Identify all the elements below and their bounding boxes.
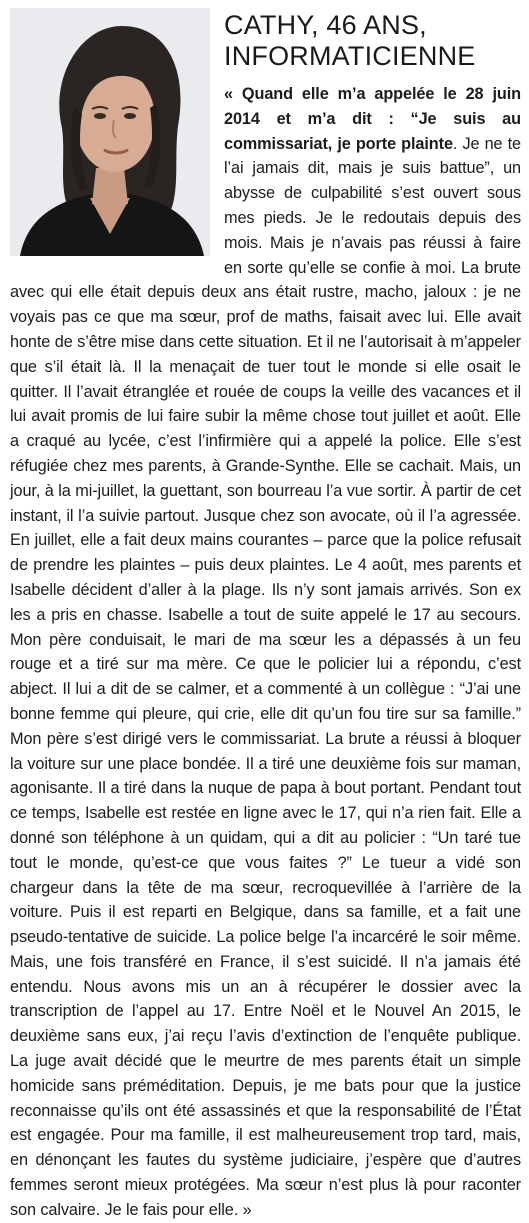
portrait-photo bbox=[10, 8, 210, 256]
headline-line-2: INFORMATICIENNE bbox=[224, 41, 476, 71]
body-text: . Je ne te l’ai jamais dit, mais je suis battue”, un abysse de culpabilité s’est ouvert sous mes pieds. Je le redoutais depuis des mois. Mais je n’avais pas réussi à faire en sorte qu’elle se confie à moi. La brute avec qui elle était depuis deux ans était rustre, macho, jaloux : je ne voyais pas ce que ma sœur, prof de maths, faisait avec lui. Elle avait honte de s’être mise dans cette situation. Et il ne l’autorisait à m’appeler que s’il était là. Il la menaçait de tuer tout le monde si elle osait le quitter. Il l’avait étranglée et rouée de coups la veille des vacances et il lui avait promis de lui faire subir la même chose tout juillet et août. Elle a craqué au lycée, c’est l’infirmière qui a appelé la police. Elle s’est réfugiée chez mes parents, à Grande-Synthe. Elle se cachait. Mais, un jour, à la mi-juillet, la guettant, son bourreau l’a vue sortir. À partir de cet instant, il l’a suivie partout. Jusque chez son avocate, où il l’a agressée. En juillet, elle a fait deux mains courantes – parce que la police refusait de prendre les plaintes – puis deux plaintes. Le 4 août, mes parents et Isabelle décident d’aller à la plage. Ils n’y sont jamais arrivés. Son ex les a pris en chasse. Isabelle a tout de suite appelé le 17 au secours. Mon père conduisait, le mari de ma sœur les a dépassés à un feu rouge et a tiré sur ma mère. Ce que le policier lui a répondu, c’est abject. Il lui a dit de se calmer, et a commenté à un collègue : “J’ai une bonne femme qui pleure, qui crie, elle dit qu’un fou tire sur sa famille.” Mon père s’est dirigé vers le commissariat. La brute a réussi à bloquer la voiture sur une place bondée. Il a tiré une deuxième fois sur maman, agonisante. Il a tiré dans la nuque de papa à bout portant. Pendant tout ce temps, Isabelle est restée en ligne avec le 17, qui n’a rien fait. Elle a donné son téléphone à un quidam, qui a dit au policier : “Un taré tue tout le monde, qu’est-ce que vous faites ?” Le tueur a vidé son chargeur dans la tête de ma sœur, recroquevillée à l’arrière de la voiture. Puis il est reparti en Belgique, dans sa famille, et a fait une pseudo-tentative de suicide. La police belge l’a incarcéré le soir même. Mais, une fois transféré en France, il s’est suicidé. Il n’a jamais été entendu. Nous avons mis un an à récupérer le dossier avec la transcription de l’appel au 17. Entre Noël et le Nouvel An 2015, le deuxième sans eux, j’ai reçu l’avis d’extinction de l’enquête publique. La juge avait décidé que le meurtre de mes parents était un simple homicide sans préméditation. Depuis, je me bats pour que la justice reconnaisse qu’ils ont été assassinés et que la responsabilité de l’État est engagée. Pour ma famille, il est malheureusement trop tard, mais, en dénonçant les fautes du système judiciaire, j’espère que d’autres femmes seront mieux protégées. Ma sœur n’est plus là pour raconter son calvaire. Je le fais pour elle. » bbox=[10, 134, 521, 1219]
headline-line-1: CATHY, 46 ANS, bbox=[224, 10, 427, 40]
article bbox=[10, 8, 521, 1223]
lead-quote: « Quand elle m’a appelée le 28 juin 2014 et m’a dit : “Je suis au commissariat, je porte plainte bbox=[224, 85, 521, 153]
portrait-illustration bbox=[10, 8, 210, 256]
